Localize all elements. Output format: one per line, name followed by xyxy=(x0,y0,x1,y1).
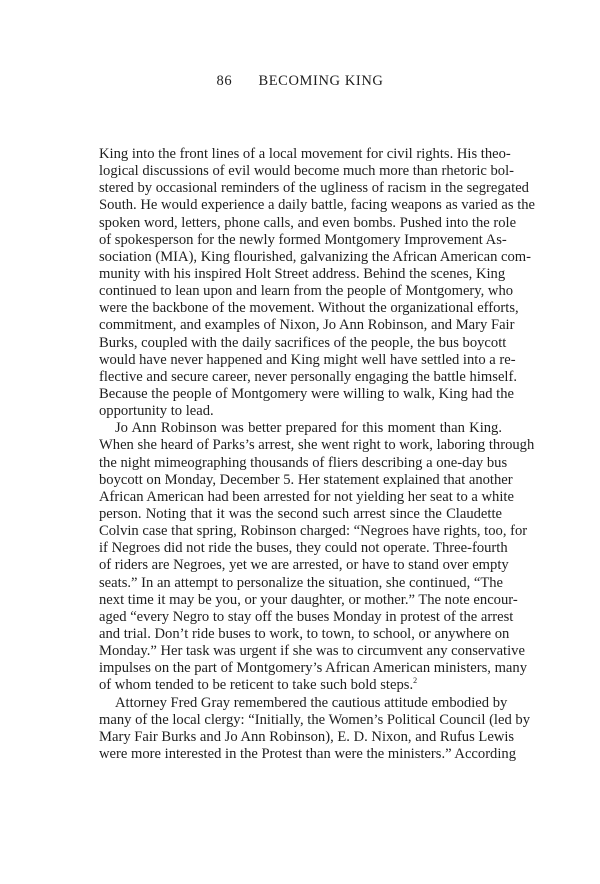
line-text: aged “every Negro to stay off the buses Monday in protest of the arrest xyxy=(99,608,514,625)
text-line xyxy=(99,265,506,283)
text-line xyxy=(99,283,514,300)
line-text: next time it may be you, or your daughter, or mother.” The note encour- xyxy=(99,591,518,608)
text-line xyxy=(99,643,525,660)
line-text: of spokesperson for the newly formed Montgomery Improvement As- xyxy=(99,231,507,248)
line-text: boycott on Monday, December 5. Her statement explained that another xyxy=(99,471,513,488)
line-text: When she heard of Parks’s arrest, she went right to work, laboring through xyxy=(99,437,535,454)
text-line xyxy=(99,557,509,574)
line-text: person. Noting that it was the second such arrest since the Claudette xyxy=(99,505,502,522)
running-header xyxy=(0,73,600,90)
line-text: Colvin case that spring, Robinson charged: “Negroes have rights, too, for xyxy=(99,523,528,540)
line-text: the night mimeographing thousands of fliers describing a one-day bus xyxy=(99,454,508,471)
text-line xyxy=(99,540,508,557)
running-title: BECOMING KING xyxy=(258,73,384,89)
text-line xyxy=(99,351,516,369)
line-text: South. He would experience a daily battle, facing weapons as varied as the xyxy=(99,197,536,214)
text-line xyxy=(99,471,513,489)
line-text: and trial. Don’t ride buses to work, to town, to school, or anywhere on xyxy=(99,625,510,642)
line-text: munity with his inspired Holt Street address. Behind the scenes, King xyxy=(99,265,506,282)
text-line xyxy=(99,677,502,694)
line-text: of riders are Negroes, yet we are arrested, or have to stand over empty xyxy=(99,557,509,574)
footnote-marker: 2 xyxy=(413,676,418,686)
page-number: 86 xyxy=(216,73,233,89)
text-line xyxy=(99,214,517,232)
text-line xyxy=(99,591,518,609)
line-text: many of the local clergy: “Initially, the Women’s Political Council (led by xyxy=(99,711,530,728)
line-text: Mary Fair Burks and Jo Ann Robinson), E. D. Nixon, and Rufus Lewis xyxy=(99,728,515,745)
line-text: opportunity to lead. xyxy=(99,403,214,420)
text-line xyxy=(99,728,515,746)
line-text: Jo Ann Robinson was better prepared for this moment than King. xyxy=(115,420,502,437)
text-line xyxy=(99,231,507,249)
line-text: flective and secure career, never personally engaging the battle himself. xyxy=(99,368,517,385)
line-text: continued to lean upon and learn from the people of Montgomery, who xyxy=(99,283,514,300)
text-line xyxy=(99,523,528,540)
line-text: spoken word, letters, phone calls, and even bombs. Pushed into the role xyxy=(99,214,517,231)
line-text: were more interested in the Protest than were the ministers.” According xyxy=(99,745,517,762)
body-text xyxy=(99,146,536,763)
text-line xyxy=(99,625,510,643)
line-text: African American had been arrested for not yielding her seat to a white xyxy=(99,488,514,505)
text-line xyxy=(99,403,502,420)
text-line xyxy=(99,506,502,523)
text-line xyxy=(99,745,517,763)
text-line xyxy=(99,368,517,386)
text-line xyxy=(99,146,511,163)
text-line xyxy=(99,420,502,437)
line-text: of whom tended to be reticent to take such bold steps. xyxy=(99,677,414,694)
line-text: if Negroes did not ride the buses, they could not operate. Three-fourth xyxy=(99,540,508,557)
text-line xyxy=(99,385,515,403)
line-text: would have never happened and King might well have settled into a re- xyxy=(99,351,516,368)
text-line xyxy=(99,317,515,334)
line-text: sociation (MIA), King flourished, galvanizing the African American com- xyxy=(99,248,532,265)
text-line xyxy=(99,437,535,454)
line-text: Burks, coupled with the daily sacrifices of the people, the bus boycott xyxy=(99,334,507,351)
text-line xyxy=(99,334,507,352)
text-line xyxy=(99,163,515,180)
text-line xyxy=(99,488,514,506)
line-text: commitment, and examples of Nixon, Jo Ann Robinson, and Mary Fair xyxy=(99,317,515,334)
text-line xyxy=(99,575,502,592)
text-line xyxy=(99,694,508,712)
line-text: impulses on the part of Montgomery’s African American ministers, many xyxy=(99,660,527,677)
line-text: logical discussions of evil would become much more than rhetoric bol- xyxy=(99,163,515,180)
text-line xyxy=(99,711,530,729)
line-text: seats.” In an attempt to personalize the situation, she continued, “The xyxy=(99,574,504,591)
line-text: King into the front lines of a local movement for civil rights. His theo- xyxy=(99,146,511,162)
text-line xyxy=(99,608,514,626)
line-text: stered by occasional reminders of the ugliness of racism in the segregated xyxy=(99,180,529,197)
line-text: Because the people of Montgomery were willing to walk, King had the xyxy=(99,385,515,402)
line-text: were the backbone of the movement. Without the organizational efforts, xyxy=(99,300,519,317)
text-line xyxy=(99,197,536,214)
text-line xyxy=(99,660,527,677)
text-line xyxy=(99,248,532,266)
text-line xyxy=(99,300,519,317)
line-text: Monday.” Her task was urgent if she was to circumvent any conservative xyxy=(99,643,525,660)
line-text: Attorney Fred Gray remembered the cautious attitude embodied by xyxy=(115,694,508,711)
text-line xyxy=(99,180,529,197)
text-line xyxy=(99,454,508,472)
